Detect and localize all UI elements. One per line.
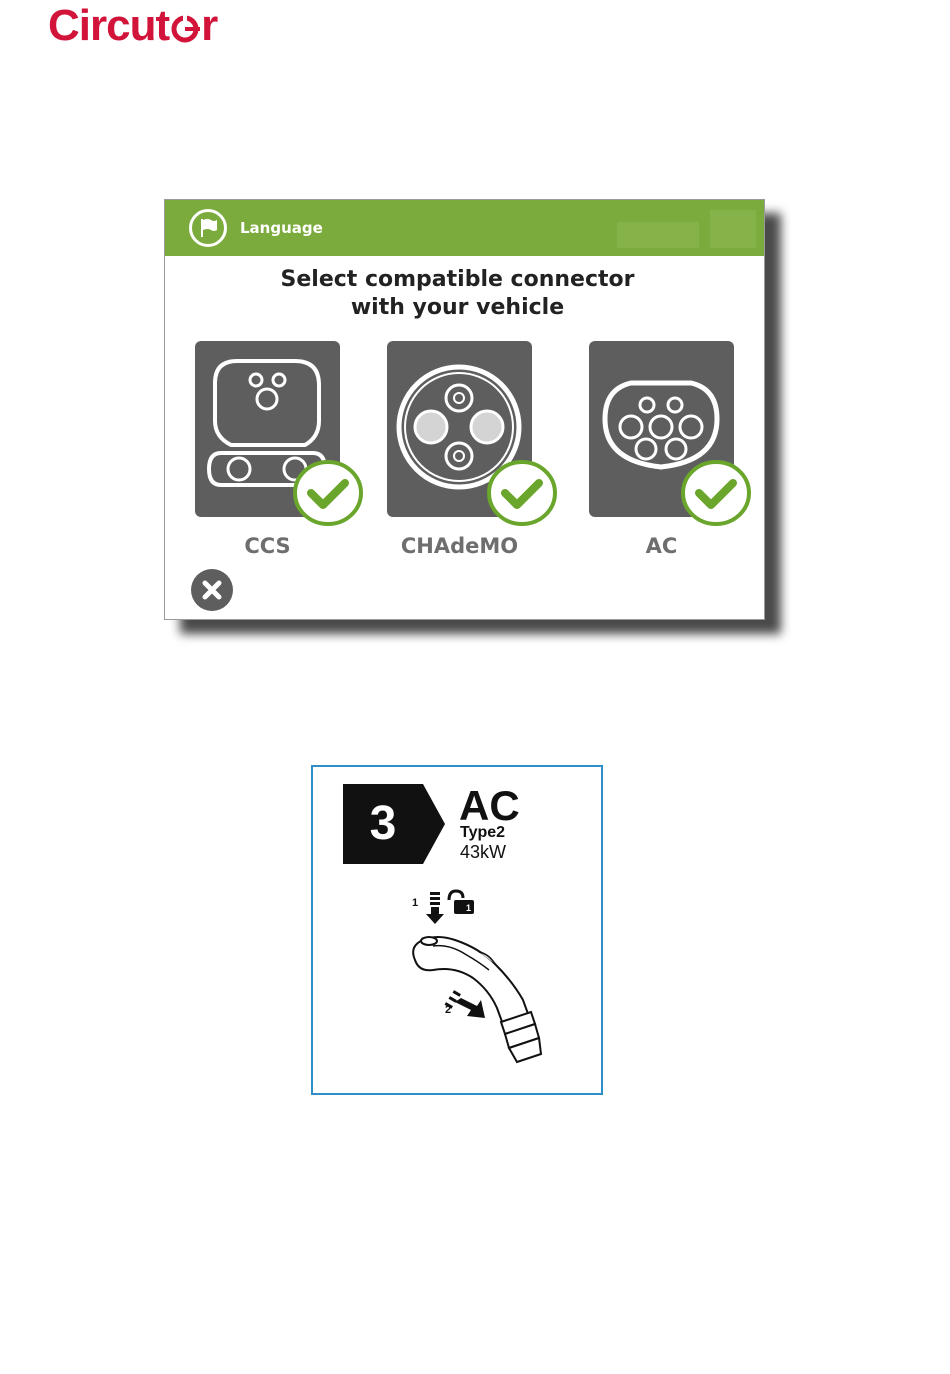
step-number-press: 1 [412, 897, 419, 909]
instruction-text [165, 266, 750, 322]
charger-screen-figure [164, 199, 765, 620]
connector-label-card [311, 765, 603, 1095]
connector-power: 43kW [460, 842, 507, 862]
check-badge-icon [681, 460, 751, 526]
logo-o-mark-icon [170, 14, 200, 44]
logo-text-end: r [201, 1, 218, 50]
step-number-pull: 2 [445, 1004, 452, 1016]
connector-label[interactable]: AC [645, 534, 678, 558]
connector-label[interactable]: CHAdeMO [400, 534, 519, 558]
language-button-label[interactable]: Language [240, 219, 323, 237]
logo-text: Circut [48, 1, 170, 50]
close-button[interactable] [191, 569, 233, 611]
instruction-line: with your vehicle [350, 295, 565, 320]
close-icon [191, 569, 233, 611]
connector-number: 3 [369, 797, 397, 850]
check-badge-icon [293, 460, 363, 526]
plug-release-illustration [393, 882, 563, 1072]
screen-header [165, 200, 764, 256]
instruction-line: Select compatible connector [280, 267, 635, 292]
charger-screen [164, 199, 765, 620]
header-status-block [710, 210, 756, 248]
lock-badge-number: 1 [466, 903, 472, 913]
language-flag-icon[interactable] [189, 209, 227, 247]
connector-title: AC [459, 782, 520, 829]
connector-type: Type2 [460, 824, 506, 841]
check-badge-icon [487, 460, 557, 526]
header-status-block [617, 222, 699, 248]
circutor-logo [48, 0, 217, 52]
connector-label[interactable]: CCS [244, 534, 291, 558]
